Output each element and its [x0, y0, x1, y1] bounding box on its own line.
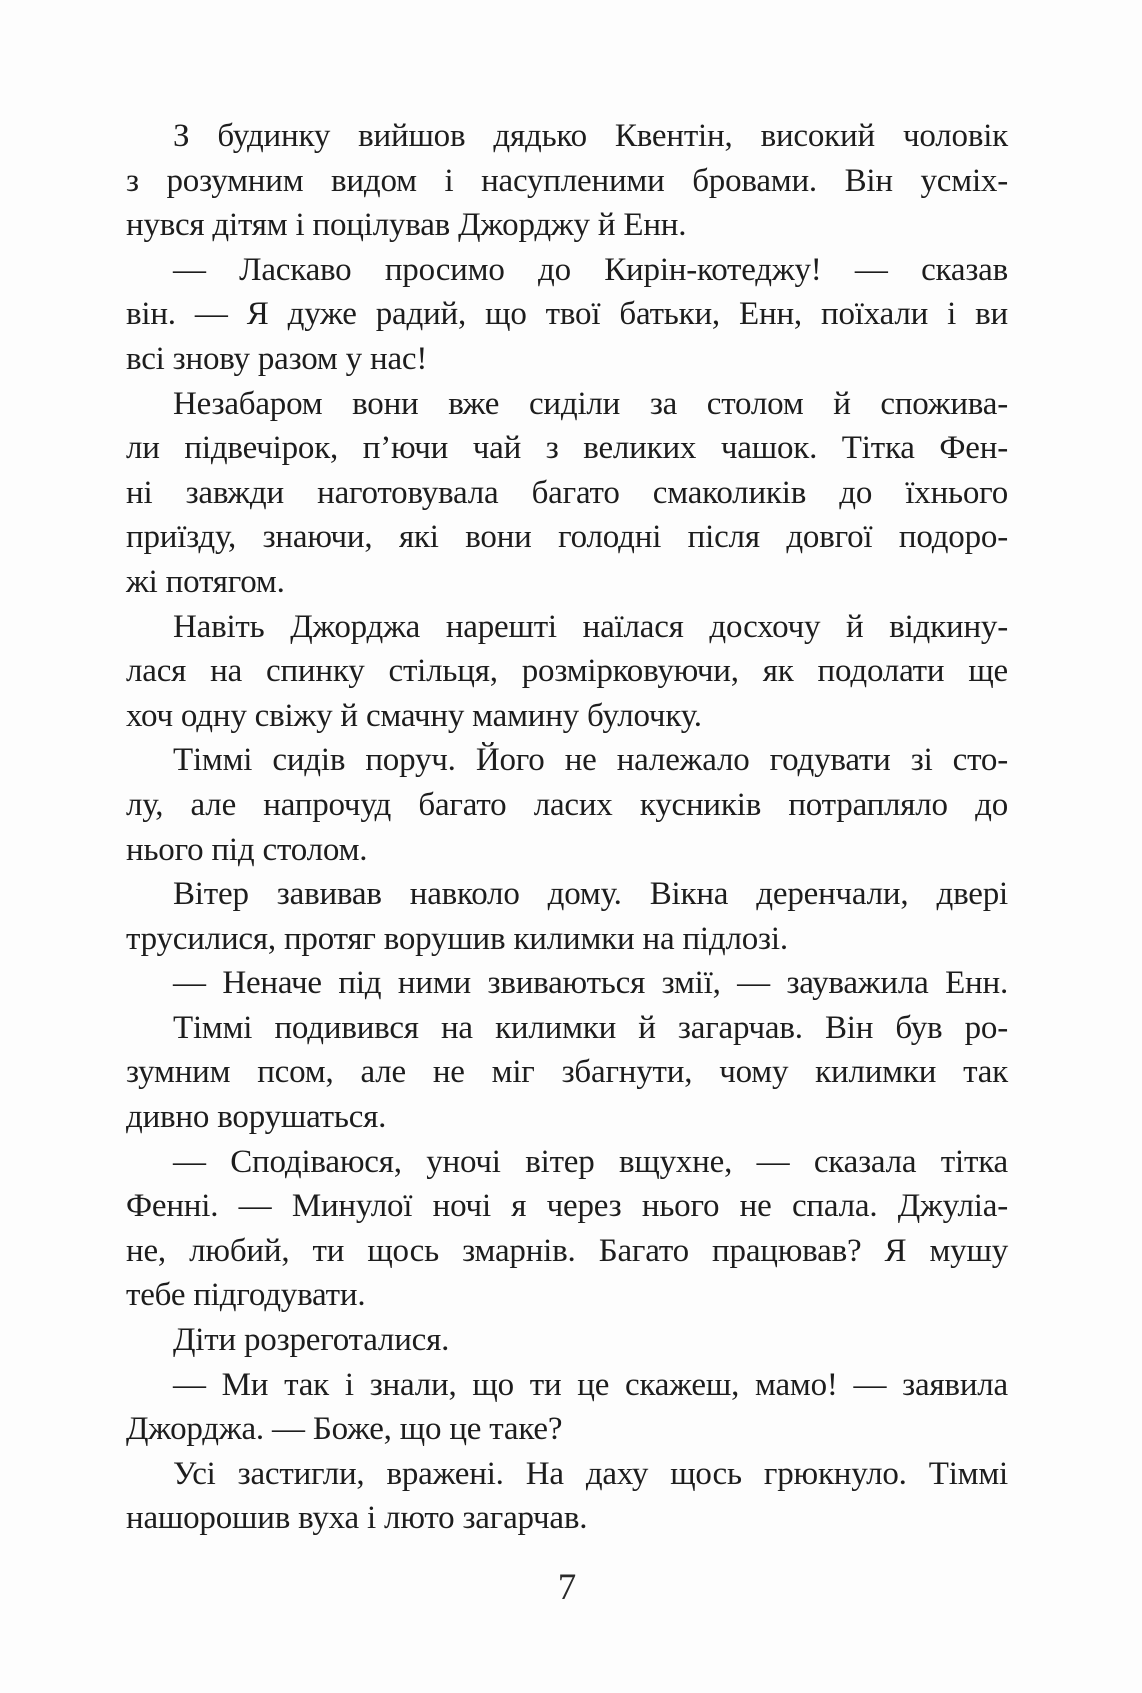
text-line: Джорджа. — Боже, що це таке? [126, 1411, 563, 1448]
text-line: Тіммі сидів поруч. Його не належало годувати зі сто- [173, 742, 1008, 779]
text-line: З будинку вийшов дядько Квентін, високий чоловік [173, 118, 1008, 154]
text-line: приїзду, знаючи, які вони голодні після довгої подоро- [126, 519, 1008, 556]
text-line: нього під столом. [126, 831, 368, 868]
text-line: тебе підгодувати. [126, 1277, 366, 1314]
text-line: дивно ворушаться. [126, 1099, 387, 1136]
text-line: — Неначе під ними звиваються змії, — зауважила Енн. [173, 965, 1008, 1002]
paragraph [126, 1363, 1008, 1452]
text-line: не, любий, ти щось змарнів. Багато працював? Я мушу [126, 1232, 1008, 1269]
text-line: — Сподіваюся, уночі вітер вщухне, — сказала тітка [173, 1143, 1008, 1180]
paragraph [126, 605, 1008, 739]
text-line: зумним псом, але не міг збагнути, чому килимки так [126, 1054, 1008, 1091]
text-line: Незабаром вони вже сиділи за столом й спожива- [173, 385, 1008, 422]
text-block [126, 114, 1008, 1541]
text-line: жі потягом. [126, 563, 285, 600]
paragraph [126, 1140, 1008, 1318]
paragraph [126, 961, 1008, 1006]
paragraph [126, 114, 1008, 248]
text-line: Діти розреготалися. [173, 1322, 450, 1359]
paragraph [126, 738, 1008, 872]
paragraph [126, 382, 1008, 605]
paragraph [126, 1006, 1008, 1140]
text-line: трусилися, протяг ворушив килимки на підлозі. [126, 920, 788, 957]
text-line: з розумним видом і насупленими бровами. Він усміх- [126, 162, 1008, 199]
text-line: лася на спинку стільця, розмірковуючи, як подолати ще [126, 653, 1008, 690]
text-line: — Ми так і знали, що ти це скажеш, мамо! — заявила [173, 1366, 1008, 1403]
text-line: — Ласкаво просимо до Кирін-котеджу! — сказав [173, 251, 1008, 288]
paragraph [126, 1318, 1008, 1363]
text-line: Усі застигли, вражені. На даху щось грюкнуло. Тіммі [173, 1455, 1008, 1492]
text-line: Вітер завивав навколо дому. Вікна деренчали, двері [173, 876, 1008, 913]
text-line: Тіммі подивився на килимки й загарчав. Він був ро- [173, 1009, 1008, 1046]
text-line: Фенні. — Минулої ночі я через нього не спала. Джуліа- [126, 1188, 1008, 1225]
page-number: 7 [557, 1567, 577, 1608]
text-line: нашорошив вуха і люто загарчав. [126, 1500, 588, 1537]
text-line: хоч одну свіжу й смачну мамину булочку. [126, 697, 702, 734]
text-line: лу, але напрочуд багато ласих кусників потрапляло до [126, 786, 1008, 823]
paragraph [126, 1452, 1008, 1541]
text-line: Навіть Джорджа нарешті наїлася досхочу й відкину- [173, 608, 1008, 645]
text-line: він. — Я дуже радий, що твої батьки, Енн, поїхали і ви [126, 296, 1008, 333]
paragraph [126, 248, 1008, 382]
text-line: ні завжди наготовувала багато смаколиків до їхнього [126, 474, 1008, 511]
text-line: всі знову разом у нас! [126, 340, 428, 377]
text-line: нувся дітям і поцілував Джорджу й Енн. [126, 207, 687, 244]
text-line: ли підвечірок, п’ючи чай з великих чашок. Тітка Фен- [126, 430, 1008, 467]
paragraph [126, 872, 1008, 961]
